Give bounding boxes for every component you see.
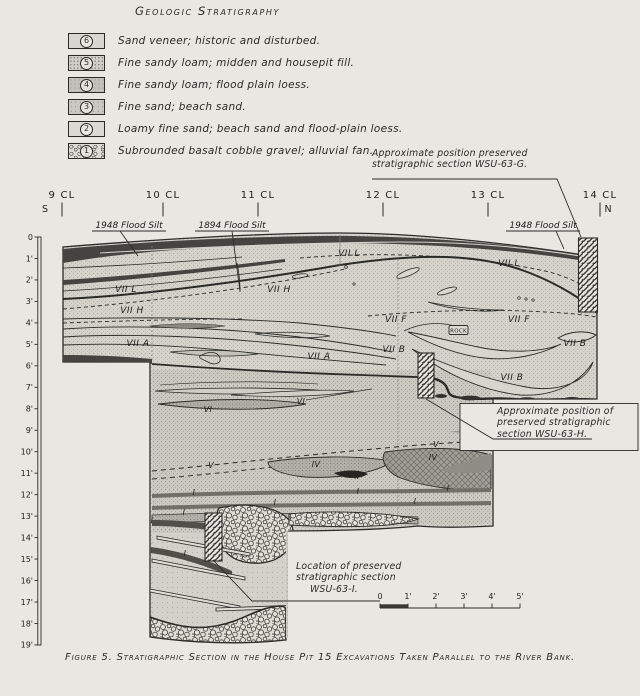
- legend-item-label: Subrounded basalt cobble gravel; alluvial fan.: [118, 145, 374, 157]
- unit-label: VII A: [126, 339, 150, 349]
- flood-silt-label: 1948 Flood Silt: [509, 221, 577, 231]
- legend-item-label: Sand veneer; historic and disturbed.: [118, 35, 321, 47]
- depth-tick-label: 17': [20, 597, 33, 607]
- depth-scale-bar: [38, 237, 41, 645]
- rock-marker: [449, 326, 468, 335]
- unit-label: VII L: [498, 259, 520, 269]
- annotation-line: Approximate position preserved: [372, 148, 528, 159]
- legend-item-label: Fine sand; beach sand.: [118, 101, 246, 113]
- south-label: S: [41, 204, 49, 215]
- distance-scale-bar: [380, 604, 520, 608]
- legend-swatch: [68, 121, 105, 137]
- grid-column-label: 14 CL: [582, 190, 618, 201]
- unit-label: VII H: [267, 285, 291, 295]
- unit-label: VII F: [384, 315, 408, 325]
- annotation-line: section WSU-63-H.: [497, 428, 588, 440]
- unit-label: II: [354, 472, 360, 481]
- legend-swatch: [68, 77, 105, 93]
- depth-tick-label: 18': [20, 619, 33, 629]
- rock-label: ROCK: [450, 328, 467, 335]
- unit-label: VII L: [338, 249, 360, 259]
- figure-caption: Figure 5. Stratigraphic Section in the House Pit 15 Excavations Taken Parallel to the River Bank.: [65, 652, 575, 663]
- legend-item-label: Loamy fine sand; beach sand and flood-plain loess.: [118, 123, 403, 135]
- depth-tick-label: 10': [20, 447, 33, 457]
- depth-tick-label: 2': [25, 275, 33, 285]
- scale-tick-label: 4': [488, 592, 496, 601]
- legend-unit-number: 1: [80, 145, 93, 158]
- grid-column-label: 11 CL: [240, 190, 276, 201]
- depth-tick-label: 16': [20, 576, 33, 586]
- annotation-line: WSU-63-I.: [310, 583, 358, 595]
- annotation-line: stratigraphic section WSU-63-G.: [372, 159, 528, 171]
- unit-label: I: [356, 487, 360, 496]
- legend-swatch: [68, 143, 105, 159]
- scale-tick-label: 1': [404, 592, 412, 601]
- annotation-line: preserved stratigraphic: [497, 417, 611, 429]
- annotation-wsu-63-h: [497, 406, 613, 440]
- legend-item: [0, 143, 420, 161]
- legend-unit-number: 4: [80, 79, 93, 92]
- depth-tick-label: 5': [25, 340, 33, 350]
- north-label: N: [604, 204, 612, 215]
- depth-tick-label: 1': [25, 254, 33, 264]
- unit-label: VII B: [563, 339, 587, 349]
- legend-unit-number: 5: [80, 57, 93, 70]
- legend-item: [0, 55, 420, 73]
- depth-tick-label: 6': [25, 361, 33, 371]
- unit-label: IV: [311, 460, 321, 469]
- unit-label: IV: [428, 453, 438, 462]
- annotation-line: stratigraphic section: [296, 572, 396, 584]
- scale-tick-label: 5': [516, 592, 524, 601]
- flood-silt-label: 1948 Flood Silt: [95, 221, 163, 231]
- grid-column-label: 9 CL: [48, 190, 76, 201]
- wsu-63-g-marker: [579, 238, 598, 312]
- unit-label: I: [273, 498, 277, 507]
- legend-item: [0, 77, 420, 95]
- unit-label: I: [446, 484, 450, 493]
- wsu-63-h-marker: [418, 353, 434, 398]
- depth-tick-label: 8': [25, 404, 33, 414]
- depth-tick-label: 12': [20, 490, 33, 500]
- grid-column-label: 10 CL: [145, 190, 181, 201]
- unit-label: VII F: [507, 315, 531, 325]
- legend-item-label: Fine sandy loam; flood plain loess.: [118, 79, 311, 91]
- legend-item-label: Fine sandy loam; midden and housepit fill.: [118, 57, 355, 69]
- scale-tick-label: 2': [432, 592, 440, 601]
- scale-tick-label: 3': [460, 592, 468, 601]
- annotation-wsu-63-g: [372, 148, 528, 171]
- depth-tick-label: 11': [20, 468, 33, 478]
- unit-label: VI: [203, 405, 213, 414]
- scale-tick-label: 0: [377, 592, 383, 601]
- legend-unit-number: 2: [80, 123, 93, 136]
- legend-swatch: [68, 33, 105, 49]
- unit-label: VI: [296, 397, 306, 406]
- depth-tick-label: 9': [25, 426, 33, 436]
- legend-swatch: [68, 99, 105, 115]
- depth-tick-label: 7': [25, 383, 33, 393]
- unit-label: I: [150, 516, 154, 525]
- unit-label: I: [192, 488, 196, 497]
- legend-item: [0, 33, 420, 51]
- unit-label: VII B: [500, 373, 524, 383]
- unit-label: I: [183, 549, 187, 558]
- annotation-line: Approximate position of: [497, 406, 614, 417]
- unit-label: I: [182, 508, 186, 517]
- unit-label: V: [208, 461, 214, 470]
- flood-silt-label: 1894 Flood Silt: [198, 221, 266, 231]
- wsu-63-i-marker: [205, 513, 222, 561]
- annotation-wsu-63-i: [296, 561, 402, 595]
- legend-item: [0, 99, 420, 117]
- unit-label: V: [433, 440, 439, 449]
- grid-column-label: 12 CL: [365, 190, 401, 201]
- depth-tick-label: 19': [20, 640, 33, 650]
- depth-tick-label: 3': [25, 297, 33, 307]
- unit-label: VII B: [382, 345, 406, 355]
- unit-label: VII H: [120, 306, 144, 316]
- depth-tick-label: 13': [20, 511, 33, 521]
- unit-label: VII L: [115, 285, 137, 295]
- legend-title: Geologic Stratigraphy: [135, 4, 281, 18]
- grid-column-label: 13 CL: [470, 190, 506, 201]
- legend-unit-number: 6: [80, 35, 93, 48]
- legend-unit-number: 3: [80, 101, 93, 114]
- unit-label: VII A: [307, 352, 331, 362]
- unit-label: I: [413, 497, 417, 506]
- depth-tick-label: 0: [27, 232, 33, 242]
- depth-tick-label: 15': [20, 554, 33, 564]
- legend-item: [0, 121, 420, 139]
- annotation-line: Location of preserved: [296, 561, 402, 572]
- depth-tick-label: 4': [25, 318, 33, 328]
- legend-swatch: [68, 55, 105, 71]
- depth-tick-label: 14': [20, 533, 33, 543]
